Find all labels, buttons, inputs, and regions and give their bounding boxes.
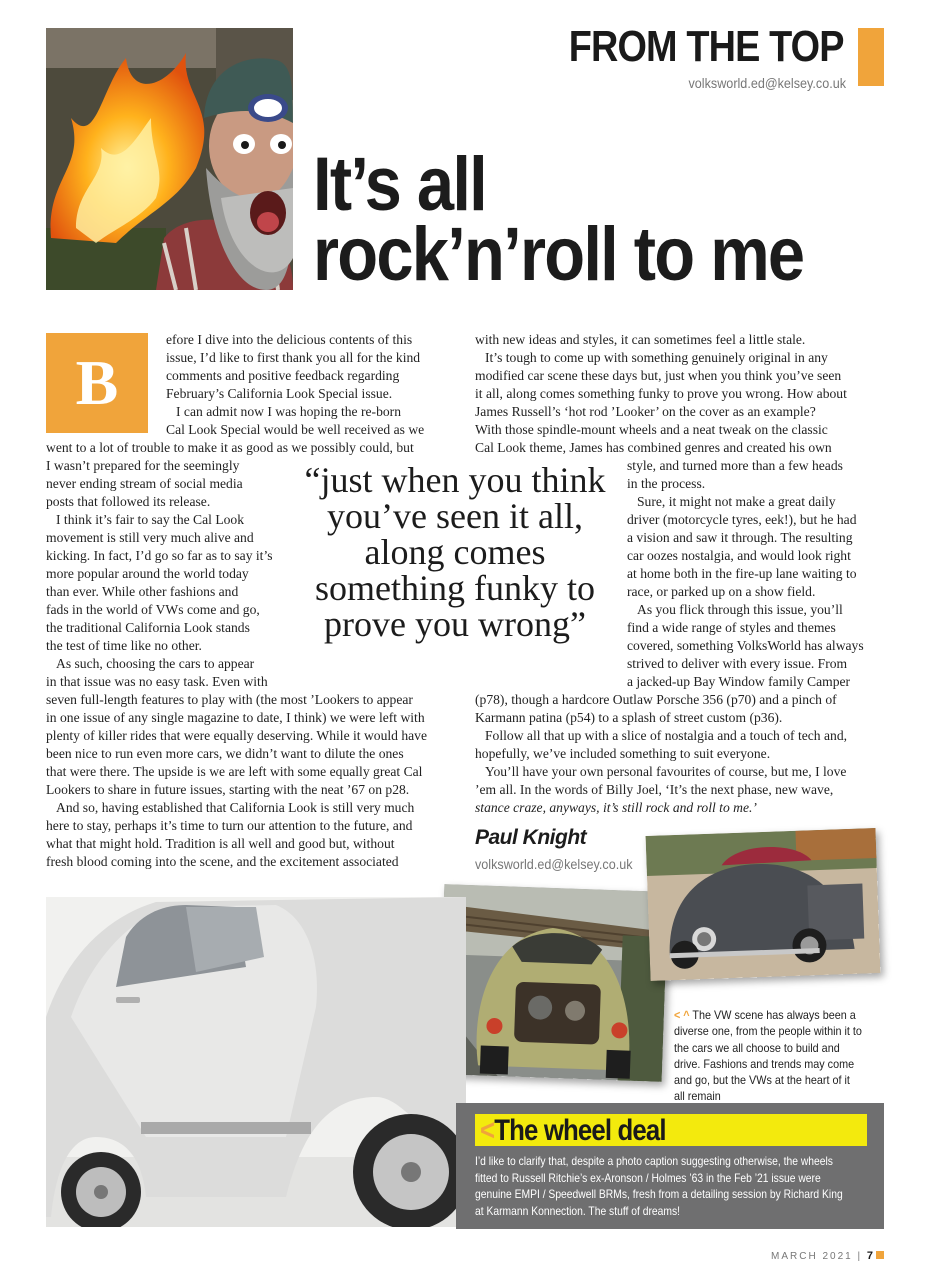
text-line: February’s California Look Special issue. xyxy=(166,386,393,401)
article-headline xyxy=(313,142,804,297)
text-line: comments and positive feedback regarding xyxy=(166,368,400,383)
page-folio xyxy=(771,1250,884,1262)
text-line: And so, having established that California Look is still very much xyxy=(56,800,415,815)
text-line: the test of time like no other. xyxy=(46,638,202,653)
text-line: Cal Look Special would be well received as we xyxy=(166,422,425,437)
photo-white-beetle-side xyxy=(46,897,466,1227)
folio-square-icon xyxy=(876,1251,884,1259)
folio-separator: | xyxy=(857,1251,863,1262)
text-line: kicking. In fact, I’d go so far as to say it’s xyxy=(46,548,273,563)
box-body: I’d like to clarify that, despite a photo caption suggesting otherwise, the wheels fitted to Russell Ritchie’s ex-Aronson / Holmes ’63 in the Feb ’21 issue were genuine EMPI / Speedwell BRMs, fresh from a detailing session by Richard King at Karmann Konnection. The stuff of dreams! xyxy=(475,1154,843,1218)
text-line: been nice to run even more cars, we didn’t want to dilute the ones xyxy=(46,746,404,761)
issue-date: MARCH 2021 xyxy=(771,1251,853,1262)
text-line: here to stay, perhaps it’s time to turn our attention to the future, and xyxy=(46,818,413,833)
text-line: find a wide range of styles and themes xyxy=(627,620,836,635)
text-line: fresh blood coming into the scene, and the excitement associated xyxy=(46,854,399,869)
text-line: modified car scene these days but, just when you think you’ve seen xyxy=(475,368,842,383)
text-line: driver (motorcycle tyres, eek!), but he had xyxy=(627,512,857,527)
text-line: with new ideas and styles, it can sometimes feel a little stale. xyxy=(475,332,806,347)
text-line: in one issue of any single magazine to date, I think) we were left with xyxy=(46,710,425,725)
photo-caption xyxy=(674,1007,863,1105)
drop-cap: B xyxy=(46,333,148,433)
text-line: in that issue was no easy task. Even with xyxy=(46,674,268,689)
text-line: You’ll have your own personal favourites of course, but me, I love xyxy=(485,764,847,779)
text-line: style, and turned more than a few heads xyxy=(627,458,843,473)
text-line: efore I dive into the delicious contents of this xyxy=(166,332,413,347)
text-line: I can admit now I was hoping the re-born xyxy=(176,404,401,419)
text-line: never ending stream of social media xyxy=(46,476,243,491)
text-line: Lookers to share in future issues, starting with the neat ’67 on p28. xyxy=(46,782,410,797)
text-line: James Russell’s ‘hot rod ’Looker’ on the cover as an example? xyxy=(475,404,816,419)
author-signature: Paul Knight xyxy=(475,826,587,849)
text-line: With those spindle-mount wheels and a neat tweak on the classic xyxy=(475,422,828,437)
text-line: I think it’s fair to say the Cal Look xyxy=(56,512,245,527)
photo-grey-beetle-convertible xyxy=(646,828,881,981)
header-email: volksworld.ed@kelsey.co.uk xyxy=(688,75,846,91)
text-line: (p78), though a hardcore Outlaw Porsche 356 (p70) and a pinch of xyxy=(475,692,837,707)
photo-green-beetle-rear xyxy=(438,884,668,1082)
text-line: Cal Look theme, James has combined genres and created his own xyxy=(475,440,832,455)
text-line: hopefully, we’ve included something to suit everyone. xyxy=(475,746,771,761)
caption-arrows-icon: < ^ xyxy=(674,1008,690,1022)
text-line: strived to deliver with every issue. From xyxy=(627,656,848,671)
text-line: Sure, it might not make a great daily xyxy=(637,494,836,509)
text-line: seven full-length features to play with (the most ’Lookers to appear xyxy=(46,692,413,707)
headline-line-1: It’s all xyxy=(313,142,487,227)
text-line: It’s tough to come up with something genuinely original in any xyxy=(485,350,828,365)
text-line: As you flick through this issue, you’ll xyxy=(637,602,843,617)
section-accent-bar xyxy=(858,28,884,86)
pull-quote: “just when you think you’ve seen it all, along comes something funky to prove you wrong” xyxy=(304,460,606,644)
text-line: race, or parked up on a show field. xyxy=(627,584,816,599)
text-line: car oozes nostalgia, and would look right xyxy=(627,548,851,563)
page-number: 7 xyxy=(866,1250,873,1262)
box-title xyxy=(480,1114,666,1148)
text-line: what that might hold. Tradition is all well and good but, without xyxy=(46,836,395,851)
text-line: went to a lot of trouble to make it as good as we possibly could, but xyxy=(46,440,414,455)
text-line: than ever. While other fashions and xyxy=(46,584,239,599)
text-line: posts that followed its release. xyxy=(46,494,211,509)
text-line: Follow all that up with a slice of nostalgia and a touch of tech and, xyxy=(485,728,848,743)
text-line: at home both in the fire-up lane waiting to xyxy=(627,566,857,581)
text-line: stance craze, anyways, it’s still rock and roll to me.’ xyxy=(475,800,757,815)
text-line: more popular around the world today xyxy=(46,566,249,581)
text-line: Karmann patina (p54) to a splash of street custom (p36). xyxy=(475,710,783,725)
author-email: volksworld.ed@kelsey.co.uk xyxy=(475,856,633,872)
text-line: the traditional California Look stands xyxy=(46,620,250,635)
text-line: movement is still very much alive and xyxy=(46,530,254,545)
text-line: it all, along comes something funky to prove you wrong. How about xyxy=(475,386,847,401)
headline-line-2: rock’n’roll to me xyxy=(313,212,804,297)
text-line: in the process. xyxy=(627,476,706,491)
caption-text: The VW scene has always been a diverse one, from the people within it to the cars we all choose to build and drive. Fashions and trends may come and go, but the VWs at the heart of it all remain xyxy=(674,1008,862,1104)
text-line: covered, something VolksWorld has always xyxy=(627,638,864,653)
text-line: issue, I’d like to first thank you all for the kind xyxy=(166,350,421,365)
text-line: a jacked-up Bay Window family Camper xyxy=(627,674,851,689)
text-line: I wasn’t prepared for the seemingly xyxy=(46,458,240,473)
editor-portrait-photo xyxy=(46,28,293,290)
text-line: that were there. The upside is we are left with some equally great Cal xyxy=(46,764,423,779)
section-title: FROM THE TOP xyxy=(569,22,844,71)
box-title-text: The wheel deal xyxy=(494,1114,666,1147)
box-arrow-icon: < xyxy=(480,1114,495,1147)
text-line: As such, choosing the cars to appear xyxy=(56,656,255,671)
text-line: fads in the world of VWs come and go, xyxy=(46,602,260,617)
text-line: ’em all. In the words of Billy Joel, ‘It’s the next phase, new wave, xyxy=(475,782,834,797)
text-line: plenty of killer rides that were equally deserving. While it would have xyxy=(46,728,428,743)
text-line: a vision and saw it through. The resulting xyxy=(627,530,853,545)
